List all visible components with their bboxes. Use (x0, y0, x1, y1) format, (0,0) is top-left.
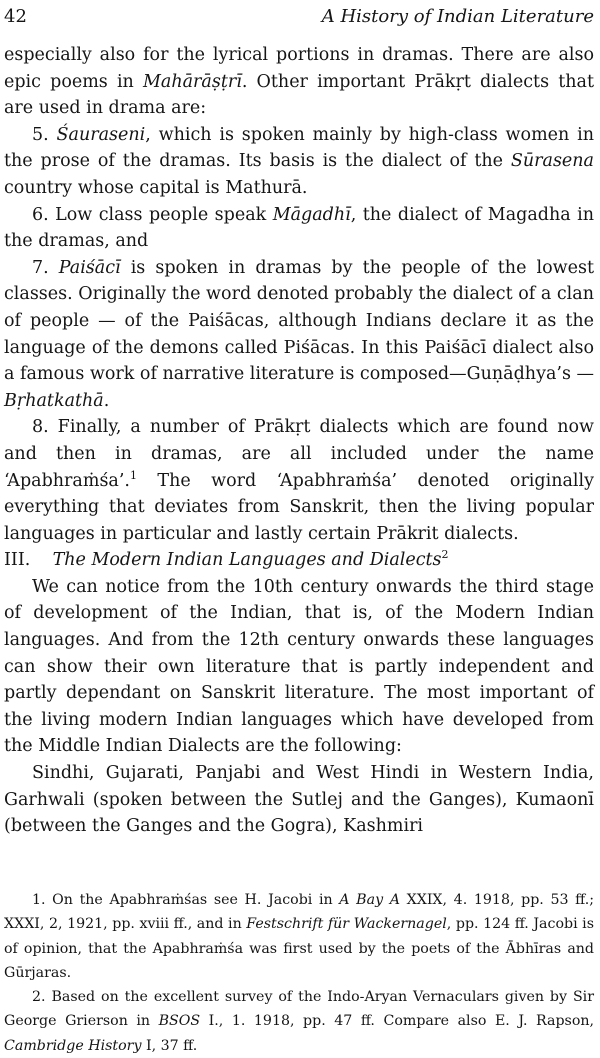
text-run: , pp. 124 ff. Jacobi is of opinion, that the Apabhraṁśa was first used by the poets of the Ābhīras and Gūrjaras. (4, 916, 594, 981)
journal-title: A Bay A (339, 892, 400, 908)
paragraph-language-list: Sindhi, Gujarati, Panjabi and West Hindi in Western India, Garhwali (spoken between the Sutlej and the Ganges), Kumaonī (between the Ganges and the Gogra), Kashmiri (4, 763, 594, 837)
text-run: 7. (32, 257, 59, 278)
text-run: especially also for the lyrical portions in dramas. There are also epic poems in (4, 45, 594, 92)
text-run: country whose capital is Mathurā. (4, 177, 308, 198)
footnote-ref-2: 2 (441, 548, 449, 562)
text-run: I., 1. 1918, pp. 47 ff. Compare also E. J. Rapson, (200, 1013, 595, 1030)
text-run: 5. (32, 124, 57, 145)
running-head (0, 4, 600, 30)
text-run: The word ‘Apabhraṁśa’ denoted originally everything that deviates from Sanskrit, then the living popular languages in particular and lastly certain Prākrit dialects. (4, 470, 594, 544)
text-run: 6. Low class people speak (32, 204, 273, 225)
paragraph-paisaci (4, 255, 594, 415)
term-maharastri: Mahārāṣṭrī (142, 71, 242, 92)
text-run: 8. Finally, a number of Prākṛt dialects which are found now and then in dramas, are all included under the name ‘Apabhraṁśa’. (4, 417, 594, 491)
text-run: 2. Based on the excellent survey of the Indo-Aryan Vernaculars given by Sir George Grierson in (4, 989, 594, 1030)
footnote-2 (4, 985, 594, 1058)
paragraph-sauraseni (4, 122, 594, 202)
journal-title: BSOS (158, 1013, 201, 1030)
running-title: A History of Indian Literature (321, 6, 594, 27)
text-run: XXIX, 4. 1918, pp. 53 ff.; XXXI, 2, 1921, pp. xviii ff., and in (4, 892, 594, 933)
footnotes (4, 888, 594, 1058)
section-heading (4, 547, 594, 574)
footnote-ref-1: 1 (130, 468, 137, 482)
text-run: . (103, 390, 110, 411)
text-run: I, 37 ff. (141, 1037, 198, 1054)
text-run: , which is spoken mainly by high-class women in the prose of the dramas. Its basis is the dialect of the (4, 124, 594, 172)
term-sauraseni: Śauraseni (56, 124, 146, 145)
paragraph-modern-languages: We can notice from the 10th century onwards the third stage of development of the Indian, that is, of the Modern Indian languages. And from the 12th century onwards these languages can show their own literature that is partly independent and partly dependant on Sanskrit literature. The most important of the living modern Indian languages which have developed from the Middle Indian Dialects are the following: (4, 576, 594, 757)
text-run: is spoken in dramas by the people of the lowest classes. Originally the word denoted probably the dialect of a clan of people — of the Paiśācas, although Indians declare it as the language of the demons called Piśācas. In this Paiśācī dialect also a famous work of narrative literature is composed—Guṇāḍhya’s — (4, 257, 594, 385)
footnote-1 (4, 888, 594, 985)
section-numeral: III. (4, 550, 31, 571)
term-magadhi: Māgadhī (272, 204, 351, 225)
term-surasena: Sūrasena (510, 151, 594, 172)
paragraph-apabhramsa (4, 414, 594, 547)
book-title: Festschrift für Wackernagel (246, 916, 447, 933)
text-run: , the dialect of Magadha in the dramas, and (4, 204, 594, 252)
body-text (4, 42, 594, 840)
book-title: Cambridge History (4, 1037, 142, 1054)
paragraph-magadhi (4, 202, 594, 255)
text-run: . Other important Prākṛt dialects that are used in drama are: (4, 71, 594, 119)
page-number: 42 (4, 6, 27, 27)
paragraph-apabhramsa-intro (4, 42, 594, 122)
term-paisaci: Paiśācī (58, 257, 121, 278)
section-title: The Modern Indian Languages and Dialects (52, 550, 442, 571)
term-brhatkatha: Bṛhatkathā (4, 390, 104, 411)
text-run: 1. On the Apabhraṁśas see H. Jacobi in (32, 892, 340, 908)
